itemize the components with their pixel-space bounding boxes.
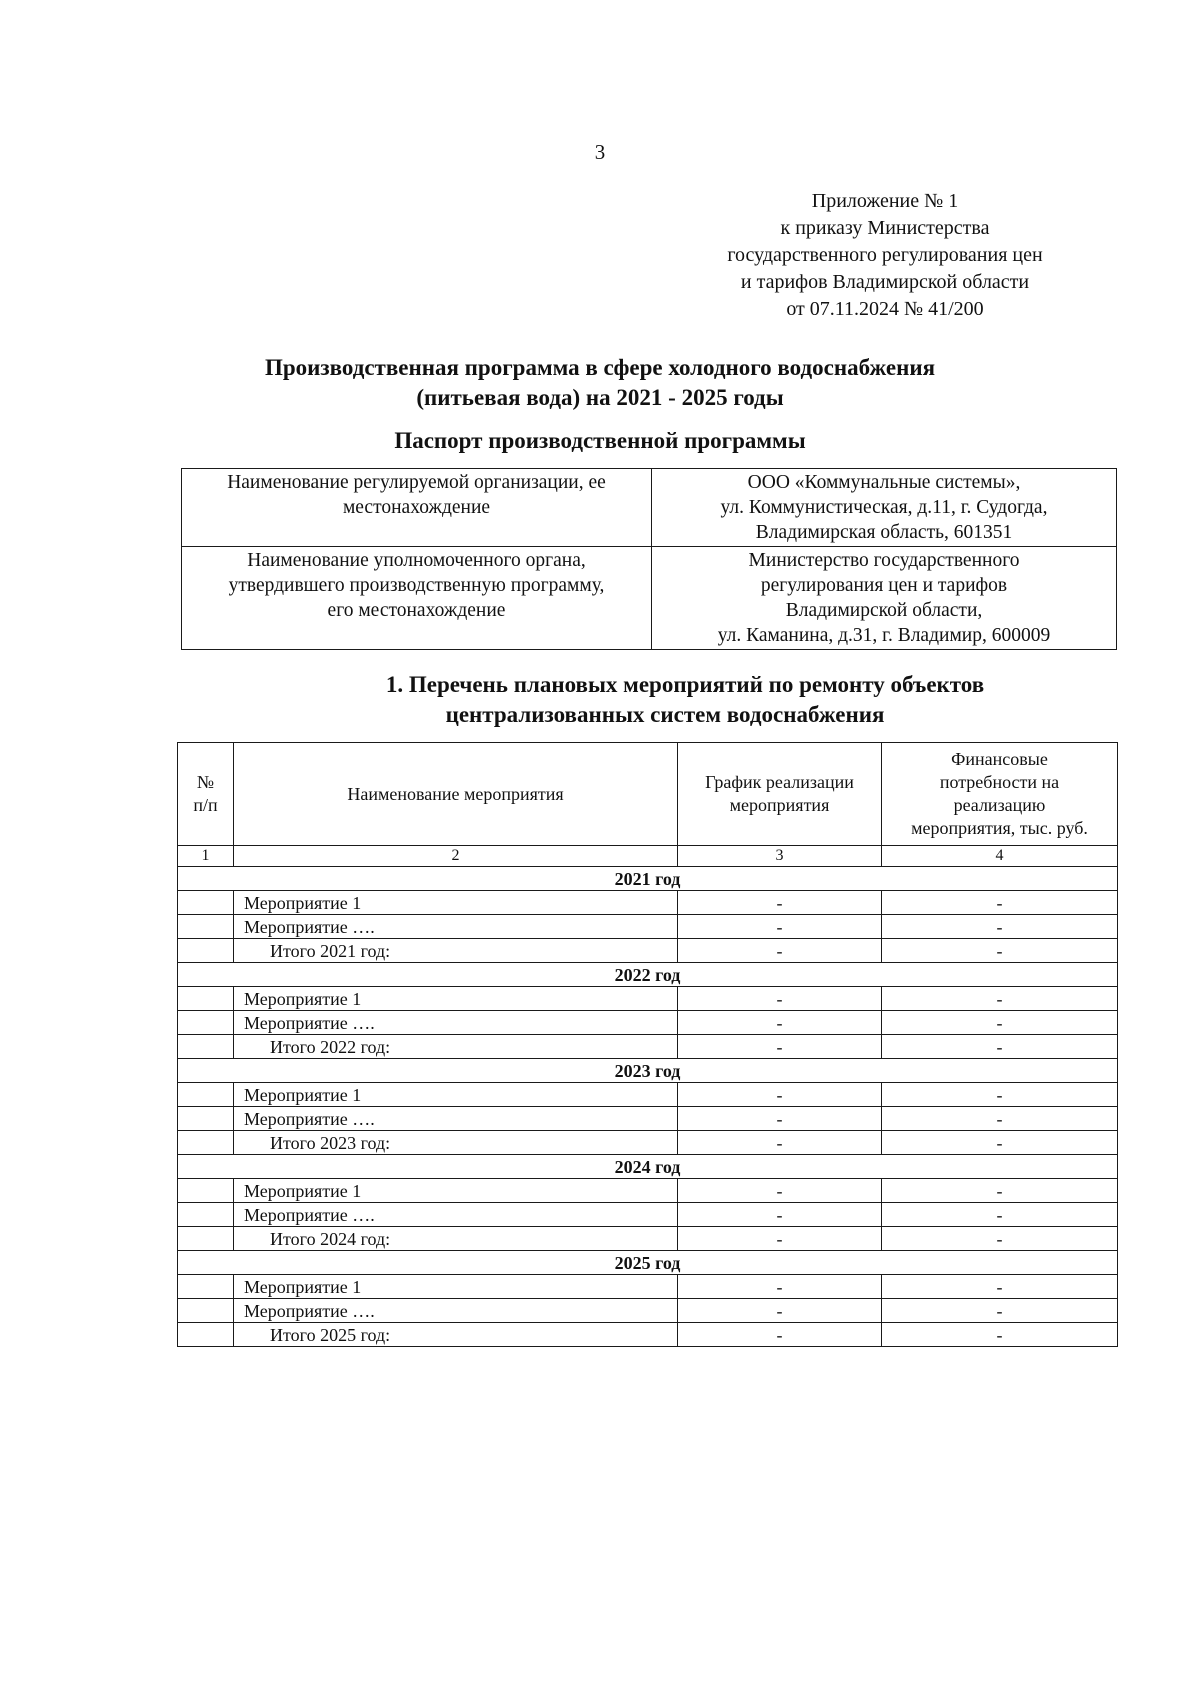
passport-value-line: Министерство государственного	[748, 550, 1020, 571]
measure-name-cell: Мероприятие ….	[234, 1107, 678, 1131]
appendix-line: Приложение № 1	[811, 190, 959, 212]
section-title-line: 1. Перечень плановых мероприятий по ремонту объектов	[385, 672, 985, 697]
header-name: Наименование мероприятия	[234, 743, 678, 846]
passport-value-cell	[652, 469, 1117, 547]
appendix-line: и тарифов Владимирской области	[740, 271, 1030, 293]
total-name-cell: Итого 2022 год:	[234, 1035, 678, 1059]
schedule-cell: -	[678, 939, 882, 963]
column-number: 1	[178, 846, 234, 867]
header-line: График реализации	[705, 772, 854, 792]
schedule-cell: -	[678, 1275, 882, 1299]
passport-label-line: утвердившего производственную программу,	[228, 575, 605, 596]
year-header-row	[178, 963, 1118, 987]
row-number-cell	[178, 939, 234, 963]
passport-label-line: его местонахождение	[327, 600, 506, 621]
finance-cell: -	[882, 1035, 1118, 1059]
total-name-cell: Итого 2025 год:	[234, 1323, 678, 1347]
measure-row	[178, 915, 1118, 939]
header-line: мероприятия	[729, 795, 830, 815]
row-number-cell	[178, 1299, 234, 1323]
finance-cell: -	[882, 987, 1118, 1011]
column-number: 2	[234, 846, 678, 867]
finance-cell: -	[882, 1323, 1118, 1347]
measure-name-cell: Мероприятие 1	[234, 987, 678, 1011]
finance-cell: -	[882, 1107, 1118, 1131]
appendix-line: от 07.11.2024 № 41/200	[786, 298, 984, 320]
passport-value-cell	[652, 547, 1117, 650]
total-name-cell: Итого 2021 год:	[234, 939, 678, 963]
total-row	[178, 1035, 1118, 1059]
passport-label-cell	[182, 469, 652, 547]
column-number: 4	[882, 846, 1118, 867]
header-line: Финансовые	[951, 749, 1048, 769]
header-line: мероприятия, тыс. руб.	[911, 818, 1088, 838]
schedule-cell: -	[678, 1299, 882, 1323]
appendix-block	[700, 188, 1070, 323]
total-row	[178, 1323, 1118, 1347]
passport-value-line: ул. Каманина, д.31, г. Владимир, 600009	[717, 625, 1051, 646]
page-number: 3	[594, 140, 606, 164]
passport-value-line: Владимирской области,	[785, 600, 983, 621]
total-row	[178, 1227, 1118, 1251]
schedule-cell: -	[678, 1227, 882, 1251]
finance-cell: -	[882, 1131, 1118, 1155]
row-number-cell	[178, 1035, 234, 1059]
total-name-cell: Итого 2023 год:	[234, 1131, 678, 1155]
header-line: потребности на	[939, 772, 1060, 792]
year-label: 2021 год	[178, 867, 1118, 891]
header-schedule	[678, 743, 882, 846]
passport-label-cell	[182, 547, 652, 650]
section-1-title	[0, 670, 1200, 730]
year-label: 2023 год	[178, 1059, 1118, 1083]
row-number-cell	[178, 1179, 234, 1203]
total-row	[178, 939, 1118, 963]
measure-row	[178, 1299, 1118, 1323]
row-number-cell	[178, 1107, 234, 1131]
row-number-cell	[178, 891, 234, 915]
document-title-line: (питьевая вода) на 2021 - 2025 годы	[416, 385, 784, 410]
total-row	[178, 1131, 1118, 1155]
measure-name-cell: Мероприятие ….	[234, 1203, 678, 1227]
passport-row-organization	[182, 469, 1117, 547]
finance-cell: -	[882, 1179, 1118, 1203]
schedule-cell: -	[678, 1323, 882, 1347]
finance-cell: -	[882, 891, 1118, 915]
schedule-cell: -	[678, 891, 882, 915]
measures-table	[177, 742, 1118, 1347]
schedule-cell: -	[678, 1179, 882, 1203]
measure-row	[178, 1179, 1118, 1203]
total-name-cell: Итого 2024 год:	[234, 1227, 678, 1251]
header-line: п/п	[193, 795, 218, 815]
measure-row	[178, 987, 1118, 1011]
schedule-cell: -	[678, 1035, 882, 1059]
year-label: 2024 год	[178, 1155, 1118, 1179]
measure-name-cell: Мероприятие ….	[234, 1299, 678, 1323]
schedule-cell: -	[678, 1203, 882, 1227]
year-label: 2025 год	[178, 1251, 1118, 1275]
year-header-row	[178, 867, 1118, 891]
finance-cell: -	[882, 939, 1118, 963]
passport-value-line: ООО «Коммунальные системы»,	[747, 472, 1021, 493]
schedule-cell: -	[678, 1083, 882, 1107]
column-numbers-row	[178, 846, 1118, 867]
row-number-cell	[178, 1083, 234, 1107]
measure-row	[178, 1203, 1118, 1227]
schedule-cell: -	[678, 1011, 882, 1035]
row-number-cell	[178, 1227, 234, 1251]
measure-name-cell: Мероприятие ….	[234, 1011, 678, 1035]
header-line: №	[196, 772, 215, 792]
finance-cell: -	[882, 1227, 1118, 1251]
finance-cell: -	[882, 1203, 1118, 1227]
header-num	[178, 743, 234, 846]
passport-label-line: местонахождение	[342, 497, 491, 518]
finance-cell: -	[882, 1299, 1118, 1323]
row-number-cell	[178, 1011, 234, 1035]
measure-name-cell: Мероприятие 1	[234, 891, 678, 915]
section-title-line: централизованных систем водоснабжения	[445, 702, 885, 727]
row-number-cell	[178, 1275, 234, 1299]
schedule-cell: -	[678, 987, 882, 1011]
measure-row	[178, 1275, 1118, 1299]
finance-cell: -	[882, 915, 1118, 939]
appendix-line: государственного регулирования цен	[727, 244, 1043, 266]
measure-name-cell: Мероприятие ….	[234, 915, 678, 939]
row-number-cell	[178, 987, 234, 1011]
row-number-cell	[178, 1131, 234, 1155]
finance-cell: -	[882, 1083, 1118, 1107]
row-number-cell	[178, 915, 234, 939]
schedule-cell: -	[678, 915, 882, 939]
passport-label-line: Наименование регулируемой организации, ее	[227, 472, 606, 493]
schedule-cell: -	[678, 1131, 882, 1155]
measure-name-cell: Мероприятие 1	[234, 1179, 678, 1203]
passport-table	[181, 468, 1117, 650]
row-number-cell	[178, 1203, 234, 1227]
document-title-line: Производственная программа в сфере холодного водоснабжения	[264, 355, 936, 380]
measure-row	[178, 1083, 1118, 1107]
measure-row	[178, 891, 1118, 915]
finance-cell: -	[882, 1275, 1118, 1299]
year-header-row	[178, 1059, 1118, 1083]
year-label: 2022 год	[178, 963, 1118, 987]
finance-cell: -	[882, 1011, 1118, 1035]
measures-header-row	[178, 743, 1118, 846]
measure-row	[178, 1011, 1118, 1035]
header-line: реализацию	[953, 795, 1046, 815]
passport-label-line: Наименование уполномоченного органа,	[247, 550, 586, 571]
measure-name-cell: Мероприятие 1	[234, 1275, 678, 1299]
row-number-cell	[178, 1323, 234, 1347]
passport-row-authority	[182, 547, 1117, 650]
column-number: 3	[678, 846, 882, 867]
year-header-row	[178, 1155, 1118, 1179]
schedule-cell: -	[678, 1107, 882, 1131]
passport-value-line: Владимирская область, 601351	[755, 522, 1013, 543]
appendix-line: к приказу Министерства	[780, 217, 990, 239]
passport-title: Паспорт производственной программы	[394, 428, 806, 453]
document-title	[0, 353, 1200, 413]
passport-value-line: регулирования цен и тарифов	[760, 575, 1008, 596]
year-header-row	[178, 1251, 1118, 1275]
header-finance	[882, 743, 1118, 846]
passport-value-line: ул. Коммунистическая, д.11, г. Судогда,	[720, 497, 1048, 518]
measure-row	[178, 1107, 1118, 1131]
measure-name-cell: Мероприятие 1	[234, 1083, 678, 1107]
